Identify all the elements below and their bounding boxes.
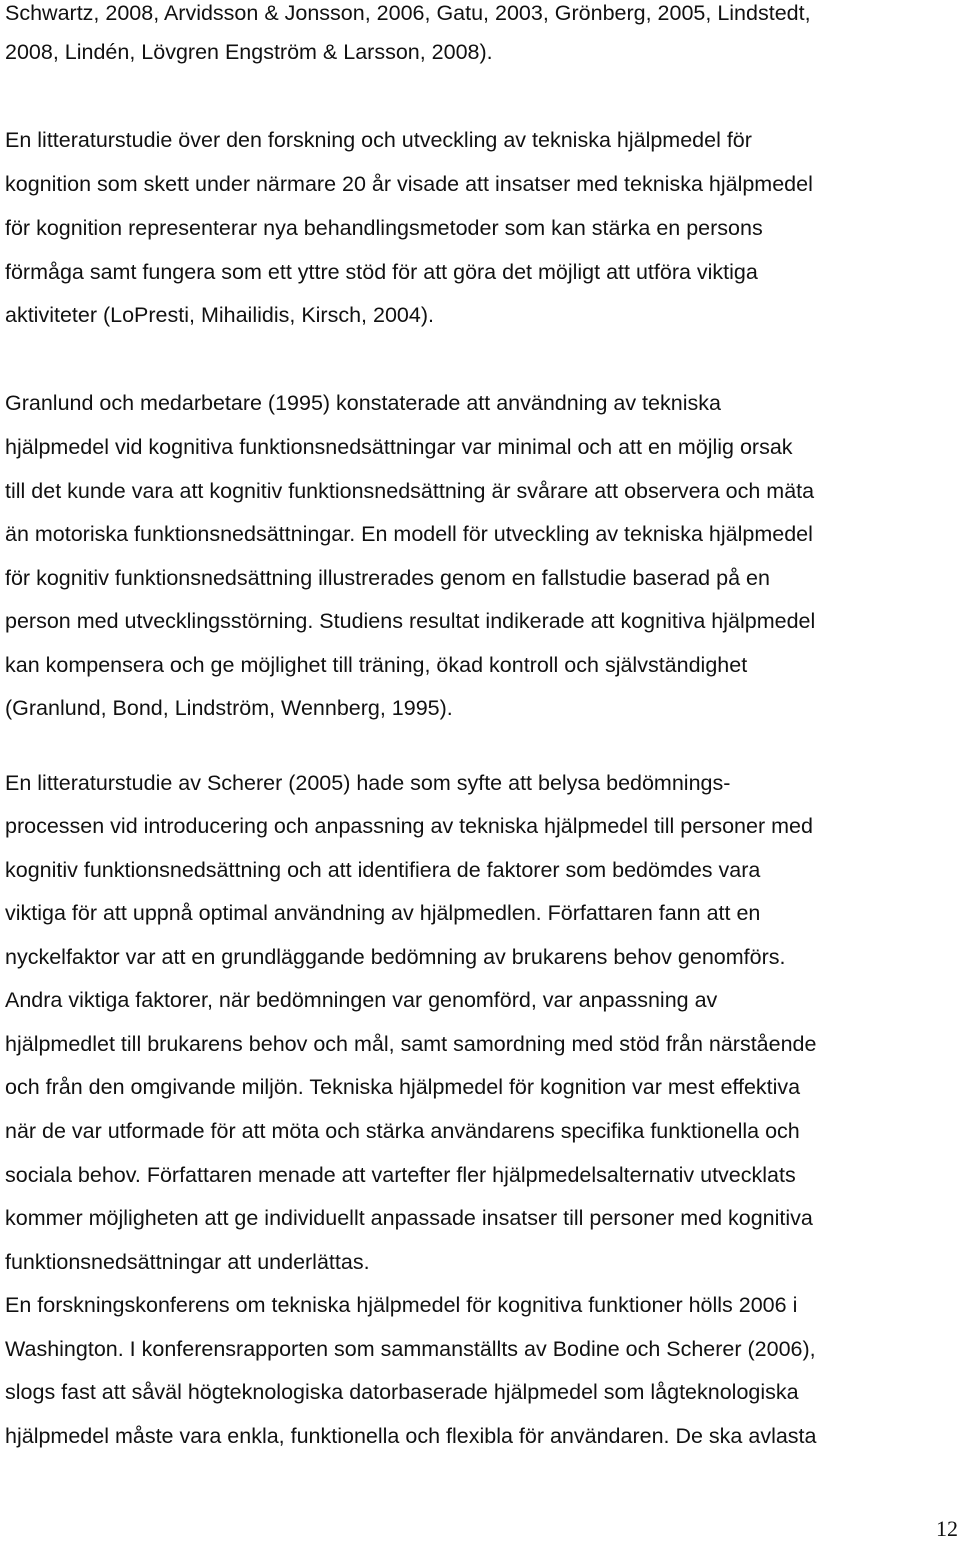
text-line: slogs fast att såväl högteknologiska datorbaserade hjälpmedel som lågteknologiska xyxy=(5,1380,799,1404)
text-line: En forskningskonferens om tekniska hjälpmedel för kognitiva funktioner hölls 2006 i xyxy=(5,1293,798,1317)
text-line: Schwartz, 2008, Arvidsson & Jonsson, 2006, Gatu, 2003, Grönberg, 2005, Lindstedt, xyxy=(5,1,811,25)
text-line: (Granlund, Bond, Lindström, Wennberg, 1995). xyxy=(5,696,453,720)
text-line: Granlund och medarbetare (1995) konstaterade att användning av tekniska xyxy=(5,391,721,415)
text-line: förmåga samt fungera som ett yttre stöd för att göra det möjligt att utföra viktiga xyxy=(5,260,758,284)
text-line: för kognition representerar nya behandlingsmetoder som kan stärka en persons xyxy=(5,216,763,240)
text-line: viktiga för att uppnå optimal användning av hjälpmedlen. Författaren fann att en xyxy=(5,901,761,925)
text-line: Andra viktiga faktorer, när bedömningen var genomförd, var anpassning av xyxy=(5,988,718,1012)
page-number: 12 xyxy=(936,1516,958,1541)
text-line: hjälpmedlet till brukarens behov och mål, samt samordning med stöd från närstående xyxy=(5,1032,817,1056)
text-line: till det kunde vara att kognitiv funktionsnedsättning är svårare att observera och mäta xyxy=(5,479,815,503)
text-line: nyckelfaktor var att en grundläggande bedömning av brukarens behov genomförs. xyxy=(5,945,786,969)
text-line: än motoriska funktionsnedsättningar. En modell för utveckling av tekniska hjälpmedel xyxy=(5,522,813,546)
text-line: kommer möjligheten att ge individuellt anpassade insatser till personer med kognitiva xyxy=(5,1206,813,1230)
text-line: sociala behov. Författaren menade att vartefter fler hjälpmedelsalternativ utvecklats xyxy=(5,1163,796,1187)
text-line: för kognitiv funktionsnedsättning illustrerades genom en fallstudie baserad på en xyxy=(5,566,770,590)
text-line: aktiviteter (LoPresti, Mihailidis, Kirsch, 2004). xyxy=(5,303,434,327)
text-line: En litteraturstudie över den forskning och utveckling av tekniska hjälpmedel för xyxy=(5,128,752,152)
text-line: hjälpmedel måste vara enkla, funktionella och flexibla för användaren. De ska avlasta xyxy=(5,1424,817,1448)
text-line: och från den omgivande miljön. Tekniska hjälpmedel för kognition var mest effektiva xyxy=(5,1075,801,1099)
text-line: person med utvecklingsstörning. Studiens resultat indikerade att kognitiva hjälpmedel xyxy=(5,609,816,633)
text-line: kan kompensera och ge möjlighet till träning, ökad kontroll och självständighet xyxy=(5,653,748,677)
text-line: när de var utformade för att möta och stärka användarens specifika funktionella och xyxy=(5,1119,800,1143)
text-line: funktionsnedsättningar att underlättas. xyxy=(5,1250,370,1274)
text-line: kognitiv funktionsnedsättning och att identifiera de faktorer som bedömdes vara xyxy=(5,858,761,882)
text-line: 2008, Lindén, Lövgren Engström & Larsson, 2008). xyxy=(5,40,493,64)
text-line: hjälpmedel vid kognitiva funktionsnedsättningar var minimal och att en möjlig orsak xyxy=(5,435,793,459)
text-line: processen vid introducering och anpassning av tekniska hjälpmedel till personer med xyxy=(5,814,813,838)
text-line: En litteraturstudie av Scherer (2005) hade som syfte att belysa bedömnings- xyxy=(5,771,731,795)
text-line: kognition som skett under närmare 20 år visade att insatser med tekniska hjälpmedel xyxy=(5,172,813,196)
text-line: Washington. I konferensrapporten som sammanställts av Bodine och Scherer (2006), xyxy=(5,1337,816,1361)
